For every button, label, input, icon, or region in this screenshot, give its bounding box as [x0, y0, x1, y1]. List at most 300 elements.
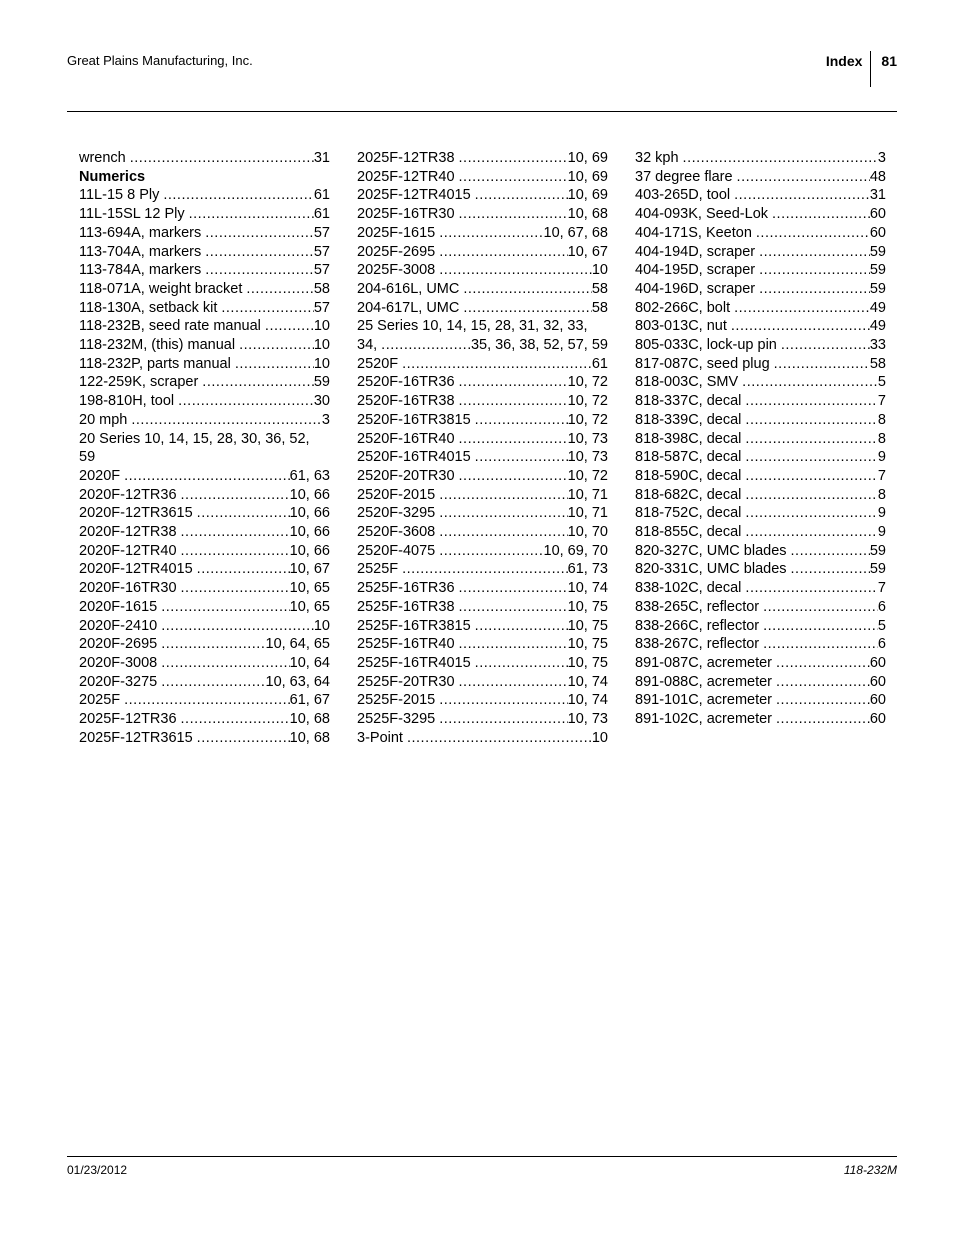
index-term: 838-267C, reflector	[635, 636, 760, 653]
index-pages: 61, 67	[289, 692, 330, 709]
index-term: 2525F-16TR36	[357, 580, 455, 597]
index-pages: 5	[877, 374, 886, 391]
index-entry	[357, 598, 608, 617]
index-term: 2520F	[357, 355, 399, 372]
dot-leader	[776, 654, 870, 673]
index-pages: 8	[877, 430, 886, 447]
dot-leader	[756, 224, 870, 243]
index-term: 838-266C, reflector	[635, 617, 760, 634]
index-term: 2525F-3295	[357, 711, 436, 728]
index-entry	[79, 504, 330, 523]
dot-leader	[439, 710, 567, 729]
dot-leader	[776, 710, 870, 729]
dot-leader	[205, 261, 314, 280]
index-pages: 10, 66	[289, 505, 330, 522]
index-entry	[79, 280, 330, 299]
index-term: 118-232P, parts manual	[79, 355, 231, 372]
index-pages: 59	[869, 262, 886, 279]
index-pages: 49	[869, 299, 886, 316]
index-entry	[635, 411, 886, 430]
index-entry	[79, 467, 330, 486]
index-term: 802-266C, bolt	[635, 299, 731, 316]
index-entry-wrapped-continuation: 59	[79, 449, 96, 466]
dot-leader	[763, 598, 878, 617]
index-term: 2020F-12TR4015	[79, 561, 193, 578]
index-entry	[79, 373, 330, 392]
index-entry	[79, 654, 330, 673]
index-pages: 60	[869, 654, 886, 671]
dot-leader	[205, 224, 314, 243]
index-entry	[635, 467, 886, 486]
index-term: 113-784A, markers	[79, 262, 202, 279]
index-entry	[79, 392, 330, 411]
index-term: 2020F-12TR3615	[79, 505, 193, 522]
index-entry	[79, 579, 330, 598]
index-term: 2025F-1615	[357, 224, 436, 241]
dot-leader	[178, 392, 314, 411]
index-pages: 35, 36, 38, 52, 57, 59	[470, 337, 608, 354]
index-entry	[635, 654, 886, 673]
dot-leader	[475, 411, 568, 430]
index-term: 803-013C, nut	[635, 318, 727, 335]
index-entry	[357, 261, 608, 280]
index-column-2	[357, 149, 608, 748]
dot-leader	[475, 448, 568, 467]
dot-leader	[734, 186, 870, 205]
dot-leader	[189, 205, 314, 224]
index-entry	[635, 373, 886, 392]
index-entry	[357, 186, 608, 205]
index-pages: 3	[877, 150, 886, 166]
index-pages: 58	[591, 299, 608, 316]
index-pages: 10, 69	[567, 187, 608, 204]
index-pages: 8	[877, 411, 886, 428]
dot-leader	[745, 411, 878, 430]
dot-leader	[475, 654, 568, 673]
index-entry	[79, 299, 330, 318]
index-entry	[79, 710, 330, 729]
index-term: 118-232B, seed rate manual	[79, 318, 261, 335]
index-pages: 10, 65	[289, 598, 330, 615]
dot-leader	[439, 486, 567, 505]
dot-leader	[745, 430, 878, 449]
dot-leader	[731, 317, 870, 336]
dot-leader	[763, 617, 878, 636]
index-pages: 60	[869, 224, 886, 241]
dot-leader	[235, 355, 314, 374]
index-pages: 10, 73	[567, 430, 608, 447]
index-term: 2025F-12TR3615	[79, 729, 193, 746]
index-entry	[357, 299, 608, 318]
index-term: 113-694A, markers	[79, 224, 202, 241]
index-entry	[357, 149, 608, 168]
index-pages: 10, 65	[289, 580, 330, 597]
dot-leader	[221, 299, 313, 318]
index-pages: 10	[591, 262, 608, 279]
index-term: 818-752C, decal	[635, 505, 742, 522]
index-entry	[635, 579, 886, 598]
dot-leader	[759, 243, 870, 262]
index-entry	[79, 355, 330, 374]
dot-leader	[475, 186, 568, 205]
index-term: 891-088C, acremeter	[635, 673, 773, 690]
index-entry	[635, 205, 886, 224]
dot-leader	[407, 729, 592, 748]
index-pages: 9	[877, 505, 886, 522]
index-pages: 10, 71	[567, 505, 608, 522]
index-term: 2525F-16TR3815	[357, 617, 471, 634]
index-pages: 61	[591, 355, 608, 372]
dot-leader	[161, 617, 314, 636]
index-entry	[357, 224, 608, 243]
index-entry	[635, 430, 886, 449]
index-entry	[79, 542, 330, 561]
index-entry	[357, 635, 608, 654]
index-term: 113-704A, markers	[79, 243, 202, 260]
dot-leader	[439, 504, 567, 523]
index-section-heading: Numerics	[79, 168, 146, 185]
index-term: 2025F-12TR36	[79, 711, 177, 728]
dot-leader	[781, 336, 870, 355]
dot-leader	[772, 205, 870, 224]
dot-leader	[463, 299, 592, 318]
index-pages: 7	[877, 467, 886, 484]
dot-leader	[161, 654, 289, 673]
index-term: 2020F-3275	[79, 673, 158, 690]
index-term: 818-003C, SMV	[635, 374, 739, 391]
dot-leader	[459, 673, 568, 692]
dot-leader	[463, 280, 592, 299]
index-entry	[79, 261, 330, 280]
index-pages: 10, 75	[567, 636, 608, 653]
index-pages: 10, 72	[567, 467, 608, 484]
footer-date: 01/23/2012	[67, 1163, 128, 1177]
index-term: 404-171S, Keeton	[635, 224, 752, 241]
index-pages: 58	[591, 280, 608, 297]
index-column-1	[79, 149, 330, 748]
index-term: 2520F-3295	[357, 505, 436, 522]
index-pages: 9	[877, 449, 886, 466]
index-entry	[79, 486, 330, 505]
dot-leader	[202, 373, 314, 392]
dot-leader	[776, 673, 870, 692]
dot-leader	[439, 691, 567, 710]
index-pages: 58	[869, 355, 886, 372]
index-term: 20 mph	[79, 411, 128, 428]
dot-leader	[745, 523, 878, 542]
index-entry	[357, 373, 608, 392]
index-pages: 10	[313, 617, 330, 634]
index-term: 404-194D, scraper	[635, 243, 756, 260]
index-term: 2025F-16TR30	[357, 206, 455, 223]
index-pages: 10	[313, 337, 330, 354]
index-pages: 57	[313, 224, 330, 241]
dot-leader	[475, 617, 568, 636]
index-entry	[357, 729, 608, 748]
index-pages: 59	[869, 280, 886, 297]
index-entry	[79, 729, 330, 748]
dot-leader	[181, 523, 290, 542]
index-term: 2525F-16TR40	[357, 636, 455, 653]
index-pages: 10, 73	[567, 449, 608, 466]
index-pages: 59	[869, 243, 886, 260]
index-term: 11L-15SL 12 Ply	[79, 206, 185, 223]
index-term: 818-855C, decal	[635, 524, 742, 541]
index-term: 891-101C, acremeter	[635, 692, 773, 709]
index-term: 838-102C, decal	[635, 580, 742, 597]
index-pages: 61	[313, 206, 330, 223]
index-entry	[79, 186, 330, 205]
index-pages: 57	[313, 243, 330, 260]
index-pages: 10, 73	[567, 711, 608, 728]
dot-leader	[459, 467, 568, 486]
index-term: 2520F-16TR4015	[357, 449, 471, 466]
index-term: 403-265D, tool	[635, 187, 731, 204]
dot-leader	[181, 486, 290, 505]
dot-leader	[124, 467, 290, 486]
index-pages: 10, 66	[289, 486, 330, 503]
index-entry	[357, 448, 608, 467]
dot-leader	[439, 523, 567, 542]
index-term: 2520F-20TR30	[357, 467, 455, 484]
index-entry	[79, 617, 330, 636]
header-right	[826, 51, 897, 87]
index-pages: 10, 68	[289, 729, 330, 746]
index-term: 3-Point	[357, 729, 403, 746]
dot-leader	[459, 168, 568, 187]
index-term: 2525F	[357, 561, 399, 578]
index-term: 818-398C, decal	[635, 430, 742, 447]
index-entry	[635, 186, 886, 205]
index-pages: 7	[877, 580, 886, 597]
index-pages: 10, 64, 65	[265, 636, 330, 653]
index-entry	[635, 560, 886, 579]
index-entry	[357, 542, 608, 561]
index-column-3	[635, 149, 886, 729]
dot-leader	[131, 411, 322, 430]
index-entry	[79, 523, 330, 542]
dot-leader	[439, 243, 567, 262]
dot-leader	[776, 691, 870, 710]
dot-leader	[459, 579, 568, 598]
index-term: 818-587C, decal	[635, 449, 742, 466]
index-pages: 10, 72	[567, 374, 608, 391]
dot-leader	[246, 280, 314, 299]
dot-leader	[439, 224, 543, 243]
index-entry	[635, 355, 886, 374]
section-title: Index	[826, 51, 872, 87]
index-pages: 10, 69	[567, 168, 608, 185]
dot-leader	[734, 299, 870, 318]
dot-leader	[745, 392, 878, 411]
index-entry	[635, 224, 886, 243]
index-term: 118-130A, setback kit	[79, 299, 218, 316]
index-entry	[357, 504, 608, 523]
index-term: 2025F-12TR40	[357, 168, 455, 185]
index-term: 118-232M, (this) manual	[79, 337, 236, 354]
index-pages: 10, 74	[567, 580, 608, 597]
index-entry	[635, 299, 886, 318]
index-pages: 59	[869, 561, 886, 578]
header-company: Great Plains Manufacturing, Inc.	[67, 53, 253, 68]
index-pages: 6	[877, 636, 886, 653]
index-term: 204-616L, UMC	[357, 280, 460, 297]
page-number: 81	[881, 53, 897, 69]
dot-leader	[459, 392, 568, 411]
dot-leader	[759, 261, 870, 280]
index-term: 32 kph	[635, 150, 679, 166]
index-entry	[635, 317, 886, 336]
index-entry	[635, 617, 886, 636]
index-pages: 57	[313, 262, 330, 279]
dot-leader	[197, 729, 290, 748]
dot-leader	[774, 355, 870, 374]
index-entry-wrapped-line: 25 Series 10, 14, 15, 28, 31, 32, 33,	[357, 318, 588, 335]
index-entry	[635, 635, 886, 654]
index-pages: 59	[313, 374, 330, 391]
index-term: 2525F-16TR4015	[357, 654, 471, 671]
index-pages: 60	[869, 673, 886, 690]
index-entry	[635, 280, 886, 299]
index-pages: 10, 69, 70	[543, 542, 608, 559]
index-pages: 33	[869, 337, 886, 354]
dot-leader	[745, 486, 878, 505]
index-entry	[635, 149, 886, 168]
index-pages: 49	[869, 318, 886, 335]
index-term: 2020F-12TR40	[79, 542, 177, 559]
index-entry	[79, 243, 330, 262]
index-entry	[357, 467, 608, 486]
index-pages: 10, 66	[289, 542, 330, 559]
dot-leader	[130, 149, 314, 168]
index-term: 2020F-3008	[79, 654, 158, 671]
index-pages: 10, 67, 68	[543, 224, 608, 241]
index-entry	[357, 560, 608, 579]
index-term: 891-087C, acremeter	[635, 654, 773, 671]
dot-leader	[181, 579, 290, 598]
index-pages: 10	[313, 355, 330, 372]
index-term: 122-259K, scraper	[79, 374, 199, 391]
index-pages: 10, 75	[567, 654, 608, 671]
index-term: 2020F-16TR30	[79, 580, 177, 597]
index-pages: 5	[877, 617, 886, 634]
index-term: 2020F	[79, 467, 121, 484]
index-entry	[79, 317, 330, 336]
index-term: 2020F-12TR38	[79, 524, 177, 541]
dot-leader	[759, 280, 870, 299]
index-entry	[79, 336, 330, 355]
index-entry	[635, 523, 886, 542]
index-pages: 10, 75	[567, 617, 608, 634]
index-entry	[635, 542, 886, 561]
dot-leader	[459, 149, 568, 168]
index-entry	[635, 504, 886, 523]
index-entry	[79, 149, 330, 168]
index-term: 2020F-2410	[79, 617, 158, 634]
index-term: 818-590C, decal	[635, 467, 742, 484]
index-entry	[357, 617, 608, 636]
dot-leader	[791, 560, 870, 579]
index-term: 34,	[357, 337, 378, 354]
index-pages: 10, 63, 64	[265, 673, 330, 690]
index-term: 817-087C, seed plug	[635, 355, 770, 372]
index-pages: 10	[313, 318, 330, 335]
index-entry	[635, 336, 886, 355]
index-pages: 10, 71	[567, 486, 608, 503]
dot-leader	[459, 635, 568, 654]
index-pages: 10, 68	[567, 206, 608, 223]
index-pages: 10, 64	[289, 654, 330, 671]
index-term: 820-327C, UMC blades	[635, 542, 787, 559]
index-term: 2025F-12TR4015	[357, 187, 471, 204]
index-pages: 61, 63	[289, 467, 330, 484]
index-term: 2520F-3608	[357, 524, 436, 541]
index-pages: 61	[313, 187, 330, 204]
index-pages: 60	[869, 206, 886, 223]
index-entry	[635, 243, 886, 262]
index-pages: 10, 67	[289, 561, 330, 578]
index-entry	[79, 673, 330, 692]
dot-leader	[745, 467, 878, 486]
index-entry	[357, 523, 608, 542]
dot-leader	[381, 336, 471, 355]
dot-leader	[197, 504, 290, 523]
index-term: 2520F-16TR3815	[357, 411, 471, 428]
index-pages: 60	[869, 711, 886, 728]
index-pages: 58	[313, 280, 330, 297]
dot-leader	[459, 205, 568, 224]
dot-leader	[745, 504, 878, 523]
index-pages: 10, 70	[567, 524, 608, 541]
index-pages: 60	[869, 692, 886, 709]
index-term: 818-337C, decal	[635, 393, 742, 410]
index-pages: 3	[321, 411, 330, 428]
dot-leader	[181, 542, 290, 561]
index-entry	[357, 710, 608, 729]
index-entry	[79, 205, 330, 224]
index-entry	[357, 355, 608, 374]
dot-leader	[161, 673, 265, 692]
index-term: 2525F-20TR30	[357, 673, 455, 690]
index-term: 204-617L, UMC	[357, 299, 460, 316]
index-entry	[635, 392, 886, 411]
dot-leader	[439, 542, 543, 561]
index-term: 838-265C, reflector	[635, 598, 760, 615]
index-entry	[357, 168, 608, 187]
index-term: 2025F-12TR38	[357, 150, 455, 166]
index-term: 2525F-16TR38	[357, 598, 455, 615]
index-term: 2520F-16TR40	[357, 430, 455, 447]
index-pages: 10, 72	[567, 393, 608, 410]
index-entry	[635, 448, 886, 467]
index-entry	[79, 411, 330, 430]
index-entry	[635, 710, 886, 729]
index-pages: 10, 74	[567, 673, 608, 690]
index-term: 37 degree flare	[635, 168, 733, 185]
index-term: 198-810H, tool	[79, 393, 175, 410]
index-pages: 10, 72	[567, 411, 608, 428]
index-term: 818-682C, decal	[635, 486, 742, 503]
index-term: 2020F-1615	[79, 598, 158, 615]
dot-leader	[205, 243, 314, 262]
index-entry	[635, 168, 886, 187]
index-entry	[79, 691, 330, 710]
index-entry	[635, 673, 886, 692]
dot-leader	[742, 373, 878, 392]
dot-leader	[161, 635, 265, 654]
index-term: wrench	[79, 150, 126, 166]
index-term: 2020F-12TR36	[79, 486, 177, 503]
